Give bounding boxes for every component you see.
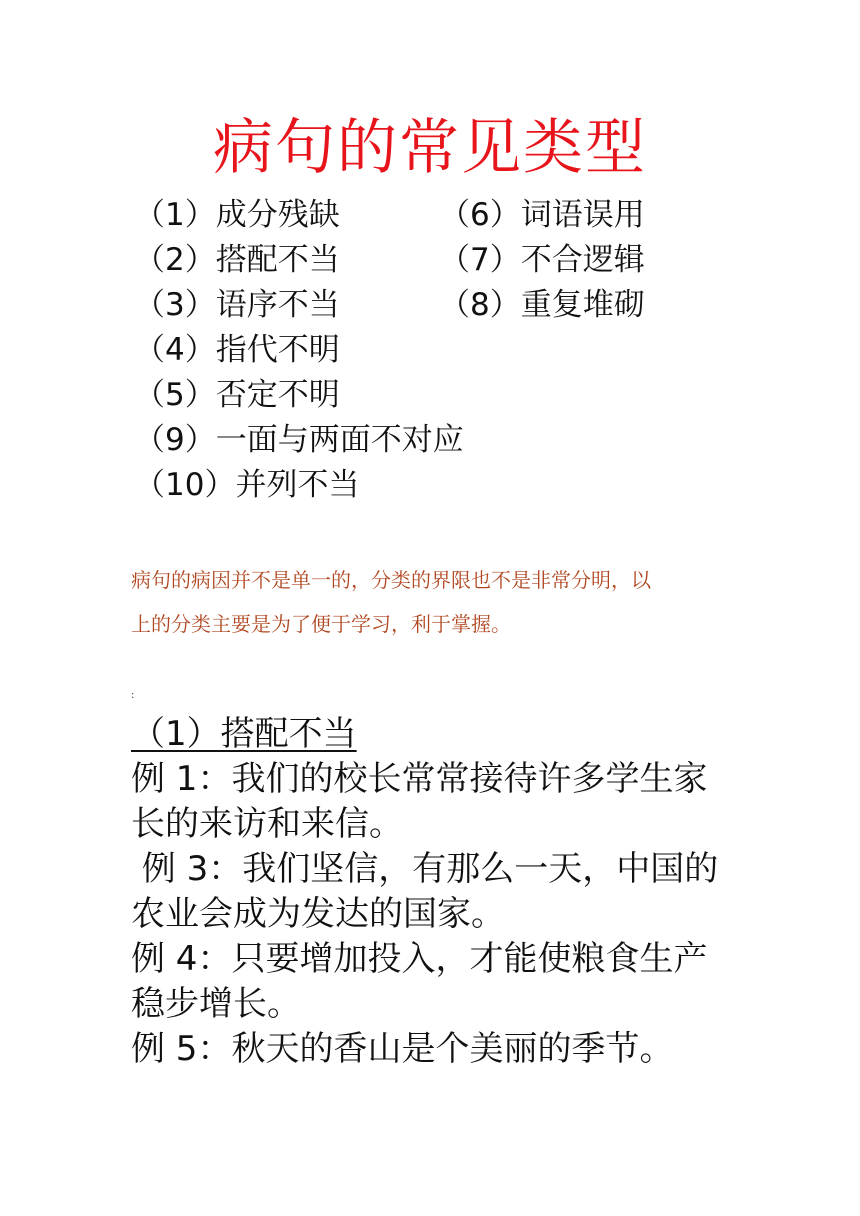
example-line: 例 1：我们的校长常常接待许多学生家 xyxy=(131,759,708,799)
type-item: （2）搭配不当 xyxy=(134,242,340,278)
type-item: （6）词语误用 xyxy=(439,197,645,233)
type-item: （8）重复堆砌 xyxy=(439,287,645,323)
explanatory-note xyxy=(131,558,741,646)
type-item: （7）不合逻辑 xyxy=(439,242,645,278)
small-mark: : xyxy=(131,690,135,701)
page-title: 病句的常见类型 xyxy=(213,113,647,183)
note-line: 上的分类主要是为了便于学习，利于掌握。 xyxy=(131,612,511,636)
example-section xyxy=(131,712,741,1072)
example-line: 农业会成为发达的国家。 xyxy=(131,894,505,934)
type-item: （9）一面与两面不对应 xyxy=(134,422,464,458)
example-line: 稳步增长。 xyxy=(131,984,301,1024)
note-line: 病句的病因并不是单一的，分类的界限也不是非常分明，以 xyxy=(131,568,651,592)
example-line: 例 3：我们坚信，有那么一天，中国的 xyxy=(131,849,719,889)
type-item: （5）否定不明 xyxy=(134,377,340,413)
example-line: 例 5：秋天的香山是个美丽的季节。 xyxy=(131,1029,674,1069)
section-heading: （1）搭配不当 xyxy=(131,714,357,754)
type-item: （4）指代不明 xyxy=(134,332,340,368)
type-item: （3）语序不当 xyxy=(134,287,340,323)
example-line: 例 4：只要增加投入，才能使粮食生产 xyxy=(131,939,708,979)
example-line: 长的来访和来信。 xyxy=(131,804,403,844)
type-item: （1）成分残缺 xyxy=(134,197,340,233)
type-item: （10）并列不当 xyxy=(134,467,360,503)
